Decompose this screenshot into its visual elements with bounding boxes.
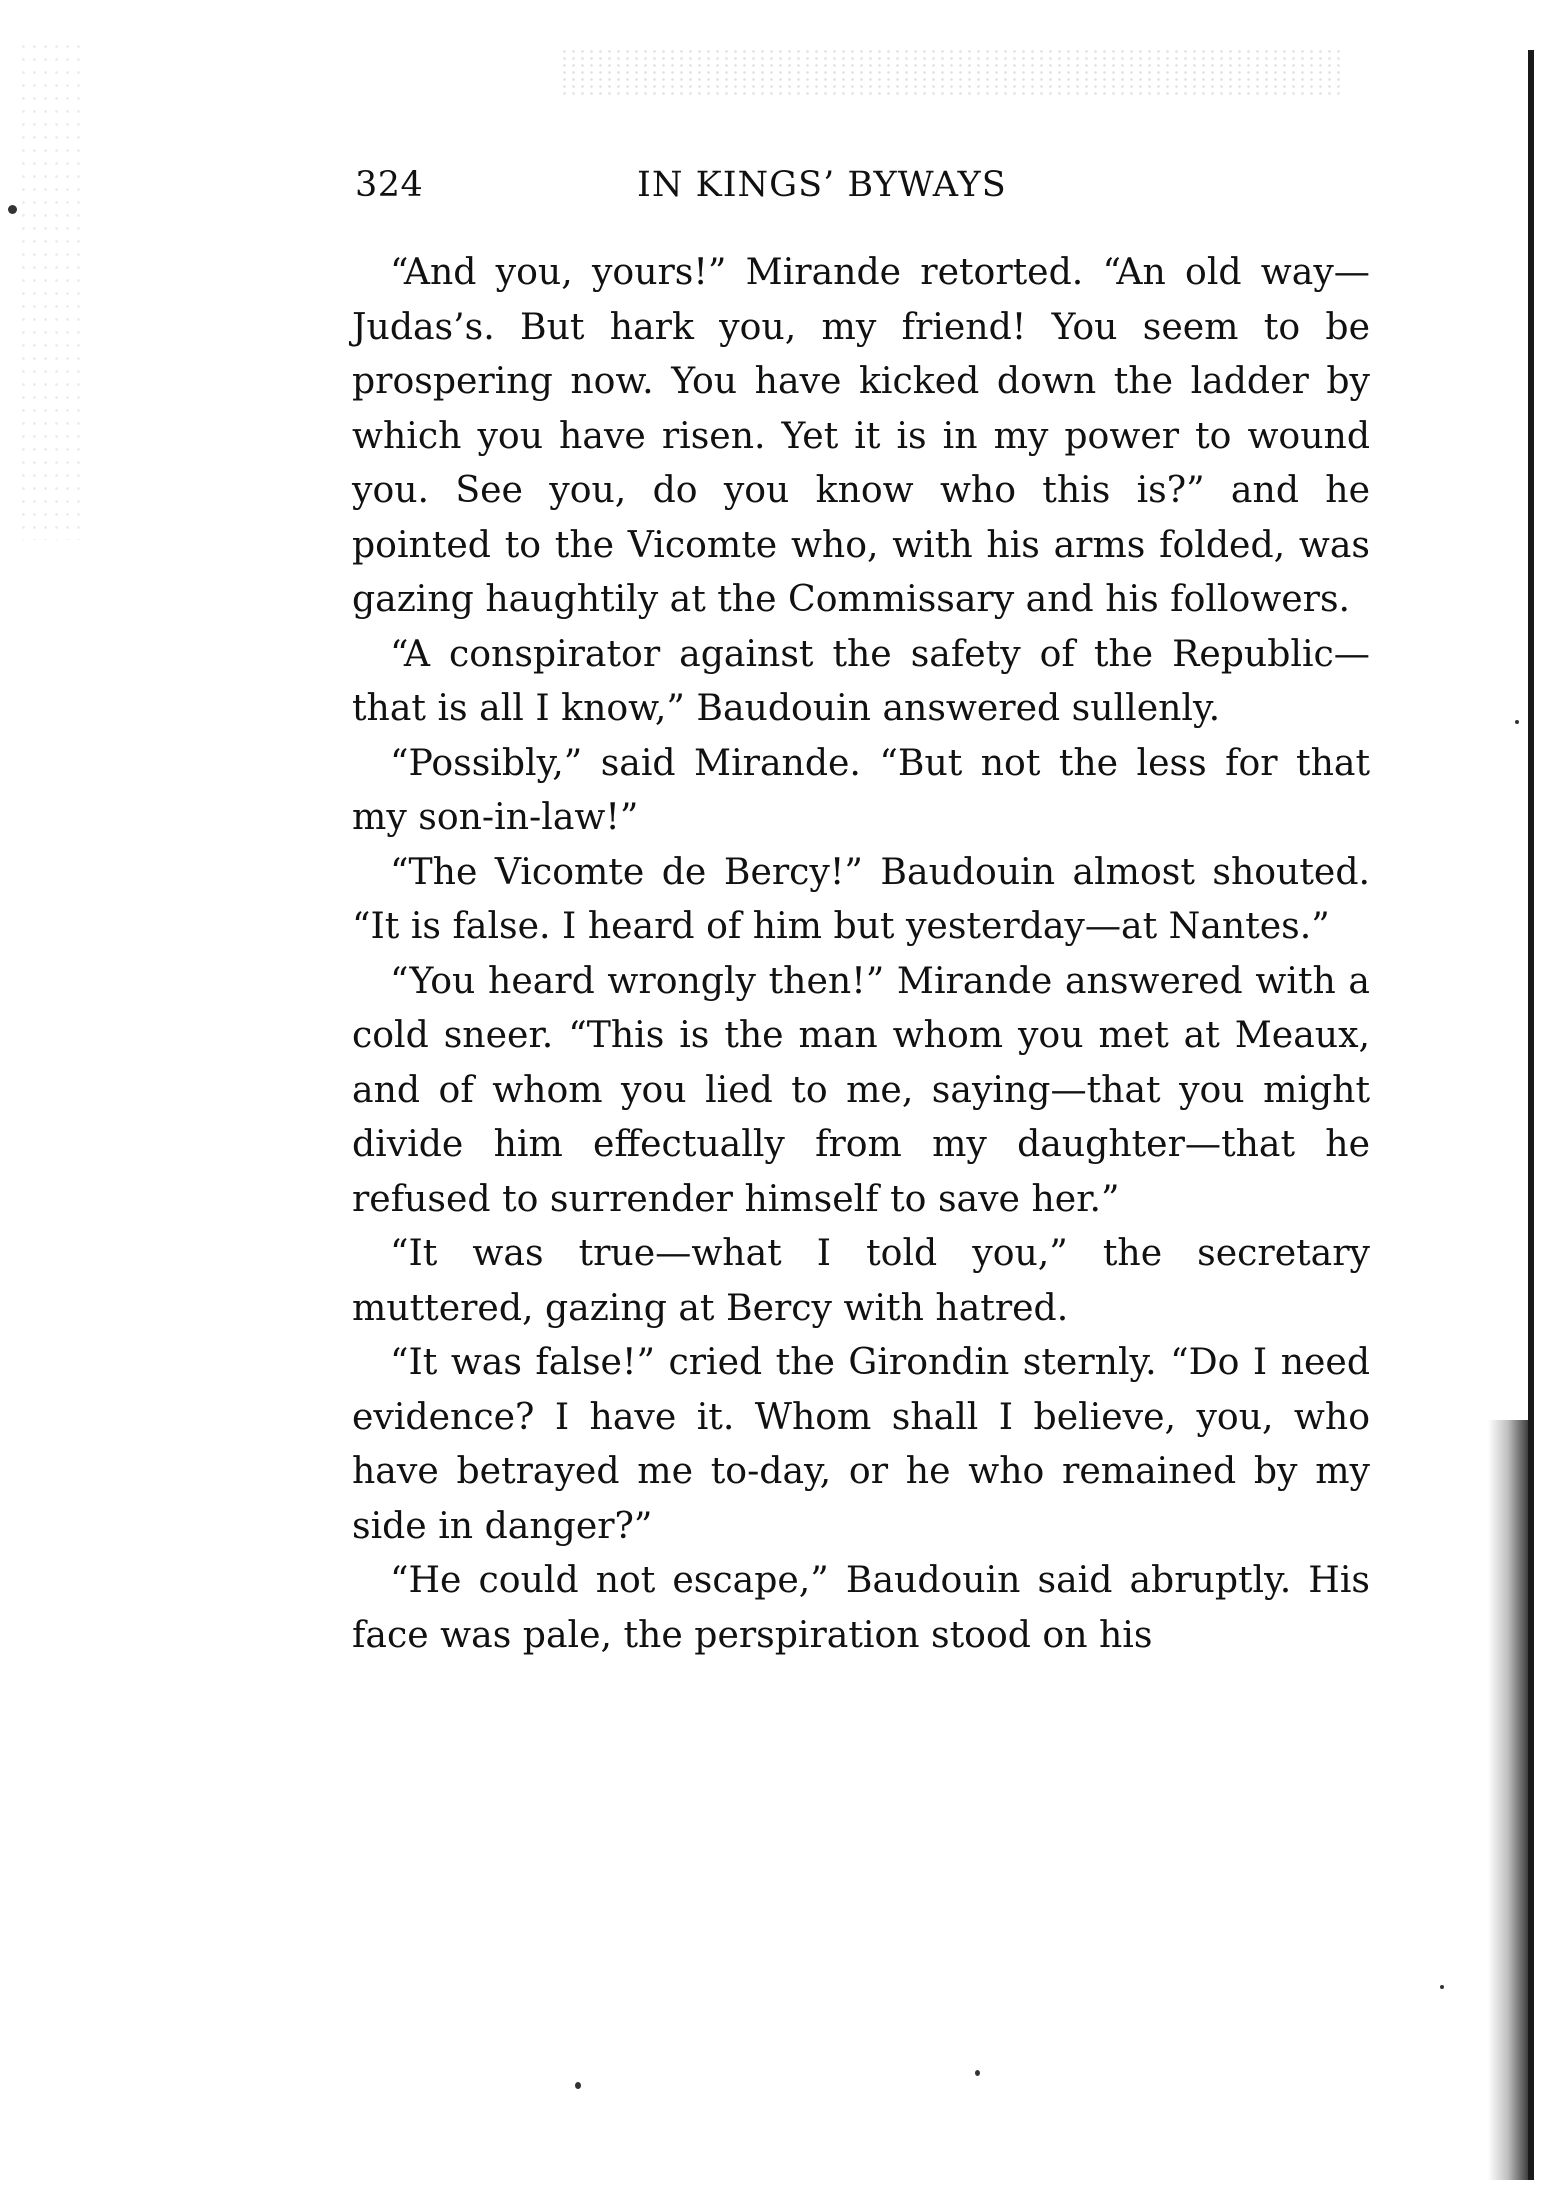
paragraph: “Possibly,” said Mirande. “But not the less for that my son-in-law!” <box>352 740 1370 838</box>
scan-speck <box>1515 720 1519 724</box>
paragraph: “A conspirator against the safety of the Republic—that is all I know,” Baudouin answered sullenly. <box>352 631 1370 729</box>
scan-speck <box>1440 1985 1444 1989</box>
scan-speck <box>975 2070 980 2076</box>
body-text <box>352 245 1370 1662</box>
scan-noise-top <box>560 48 1340 98</box>
paragraph: “He could not escape,” Baudouin said abruptly. His face was pale, the perspiration stood on his <box>352 1558 1370 1656</box>
page-edge-line <box>1528 50 1534 2180</box>
paragraph: “The Vicomte de Bercy!” Baudouin almost shouted. “It is false. I heard of him but yesterday—at Nantes.” <box>352 849 1370 947</box>
running-title: IN KINGS’ BYWAYS <box>637 165 1007 205</box>
running-head <box>355 165 1365 215</box>
scan-speck <box>575 2082 581 2089</box>
paragraph: “And you, yours!” Mirande retorted. “An old way—Judas’s. But hark you, my friend! You seem to be prospering now. You have kicked down the ladder by which you have risen. Yet it is in my power to wound you. See you, do you know who this is?” and he pointed to the Vicomte who, with his arms folded, was gazing haughtily at the Commissary and his followers. <box>352 250 1370 620</box>
paragraph: “You heard wrongly then!” Mirande answered with a cold sneer. “This is the man whom you met at Meaux, and of whom you lied to me, saying—that you might divide him effectually from my daughter—that he refused to surrender himself to save her.” <box>352 958 1370 1220</box>
paragraph: “It was false!” cried the Girondin sternly. “Do I need evidence? I have it. Whom shall I believe, you, who have betrayed me to-day, or he who remained by my side in danger?” <box>352 1340 1370 1547</box>
binding-shadow <box>1488 1420 1532 2180</box>
scan-speck <box>8 205 17 214</box>
scan-noise-left <box>18 40 88 540</box>
page-number: 324 <box>355 165 424 205</box>
paragraph: “It was true—what I told you,” the secretary muttered, gazing at Bercy with hatred. <box>352 1231 1370 1329</box>
